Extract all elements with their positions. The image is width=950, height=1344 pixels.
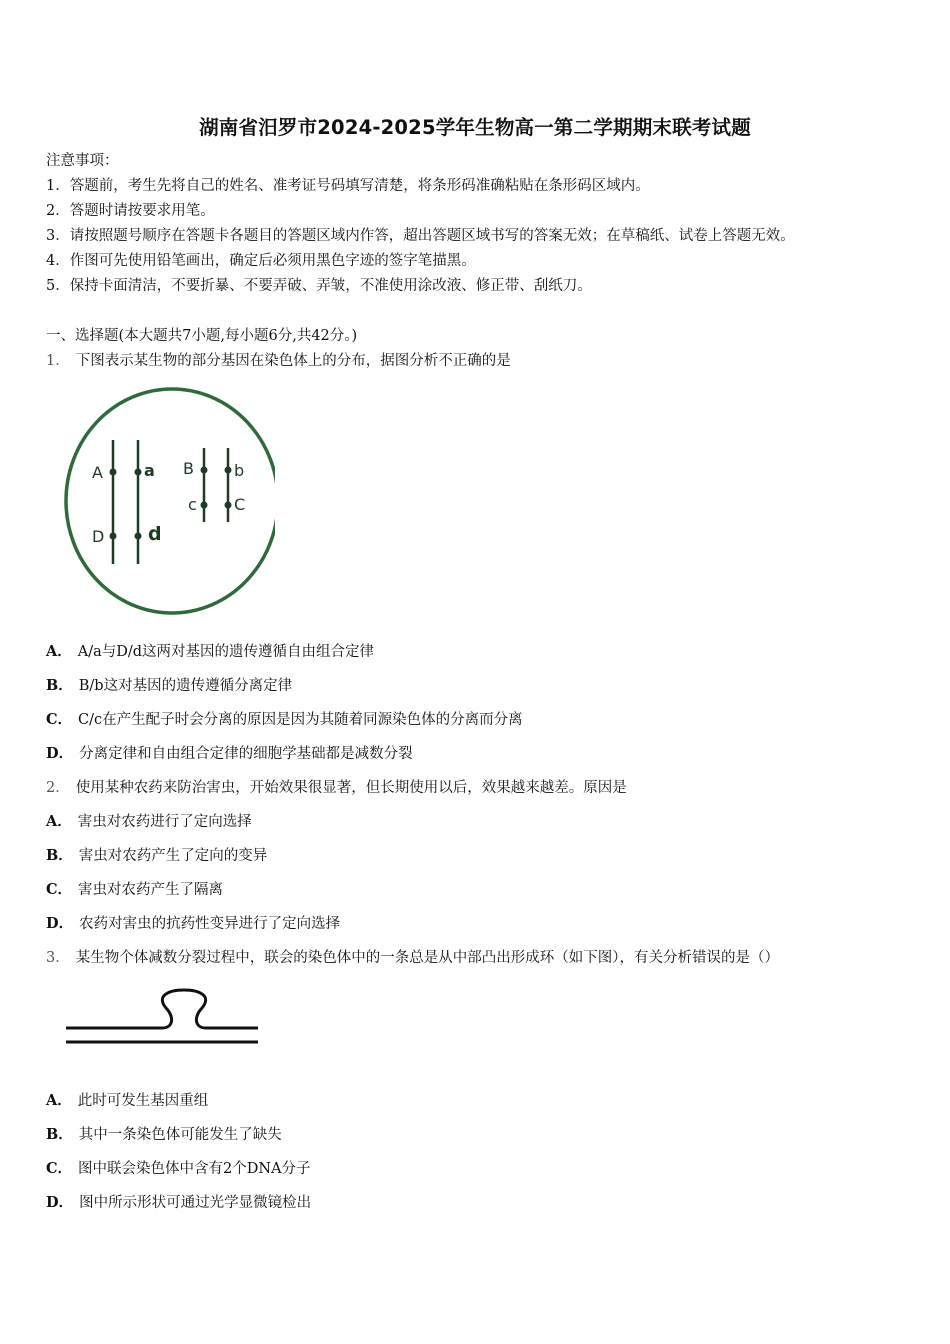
- question-text: 某生物个体减数分裂过程中，联会的染色体中的一条总是从中部凸出形成环（如下图），有关分析错误的是（）: [75, 950, 779, 966]
- notice-item: 5．保持卡面清洁，不要折暴、不要弄破、弄皱，不准使用涂改液、修正带、刮纸刀。: [46, 278, 592, 294]
- gene-locus-dot: [225, 502, 232, 509]
- gene-locus-dot: [201, 467, 208, 474]
- gene-label-B: B: [183, 459, 194, 478]
- gene-label-c: c: [188, 495, 197, 514]
- question-number: 3．: [46, 950, 70, 966]
- gene-label-D: D: [92, 527, 105, 546]
- question-number: 2．: [46, 780, 70, 796]
- notice-heading: 注意事项：: [46, 153, 119, 169]
- gene-locus-dot: [135, 469, 142, 476]
- notice-item: 1．答题前，考生先将自己的姓名、准考证号码填写清楚，将条形码准确粘贴在条形码区域内。: [46, 178, 650, 194]
- gene-locus-dot: [110, 469, 117, 476]
- gene-label-C: C: [234, 495, 246, 514]
- notice-item: 2．答题时请按要求用笔。: [46, 203, 215, 219]
- option-c: C． 害虫对农药产生了隔离: [46, 881, 224, 898]
- option-d: D． 分离定律和自由组合定律的细胞学基础都是减数分裂: [46, 745, 413, 762]
- question-text: 下图表示某生物的部分基因在染色体上的分布，据图分析不正确的是: [75, 353, 511, 369]
- option-a: A． 此时可发生基因重组: [46, 1092, 209, 1109]
- option-b: B． 其中一条染色体可能发生了缺失: [46, 1126, 282, 1143]
- question-text: 使用某种农药来防治害虫，开始效果很显著，但长期使用以后，效果越来越差。原因是: [75, 780, 627, 796]
- chromosome-loop-figure: [62, 986, 264, 1052]
- option-a: A． A/a与D/d这两对基因的遗传遵循自由组合定律: [46, 643, 375, 660]
- question-number: 1．: [46, 353, 70, 369]
- option-a: A． 害虫对农药进行了定向选择: [46, 813, 252, 830]
- gene-locus-dot: [135, 533, 142, 540]
- gene-locus-dot: [201, 502, 208, 509]
- option-d: D． 农药对害虫的抗药性变异进行了定向选择: [46, 915, 341, 932]
- gene-locus-dot: [225, 467, 232, 474]
- question-3-stem: [46, 948, 779, 968]
- notice-item: 4．作图可先使用铅笔画出，确定后必须用黑色字迹的签字笔描黑。: [46, 253, 476, 269]
- gene-label-a: a: [144, 461, 155, 480]
- notice-item: 3．请按照题号顺序在答题卡各题目的答题区域内作答，超出答题区域书写的答案无效；在草稿纸、试卷上答题无效。: [46, 228, 795, 244]
- cell-outline: [66, 389, 278, 613]
- gene-label-b: b: [234, 461, 245, 480]
- option-d: D． 图中所示形状可通过光学显微镜检出: [46, 1194, 312, 1211]
- page-title: 湖南省汨罗市2024-2025学年生物高一第二学期期末联考试题: [199, 116, 751, 139]
- gene-label-d: d: [148, 523, 162, 545]
- option-b: B． B/b这对基因的遗传遵循分离定律: [46, 677, 293, 694]
- gene-label-A: A: [92, 463, 103, 482]
- option-b: B． 害虫对农药产生了定向的变异: [46, 847, 268, 864]
- option-c: C． C/c在产生配子时会分离的原因是因为其随着同源染色体的分离而分离: [46, 711, 523, 728]
- gene-locus-dot: [110, 533, 117, 540]
- section-heading: 一、选择题(本大题共7小题,每小题6分,共42分。): [46, 328, 358, 344]
- question-2-stem: [46, 778, 627, 798]
- question-1-stem: [46, 351, 511, 371]
- chromosome-gene-figure: [58, 384, 278, 620]
- option-c: C． 图中联会染色体中含有2个DNA分子: [46, 1160, 311, 1177]
- looped-chromosome: [66, 990, 258, 1028]
